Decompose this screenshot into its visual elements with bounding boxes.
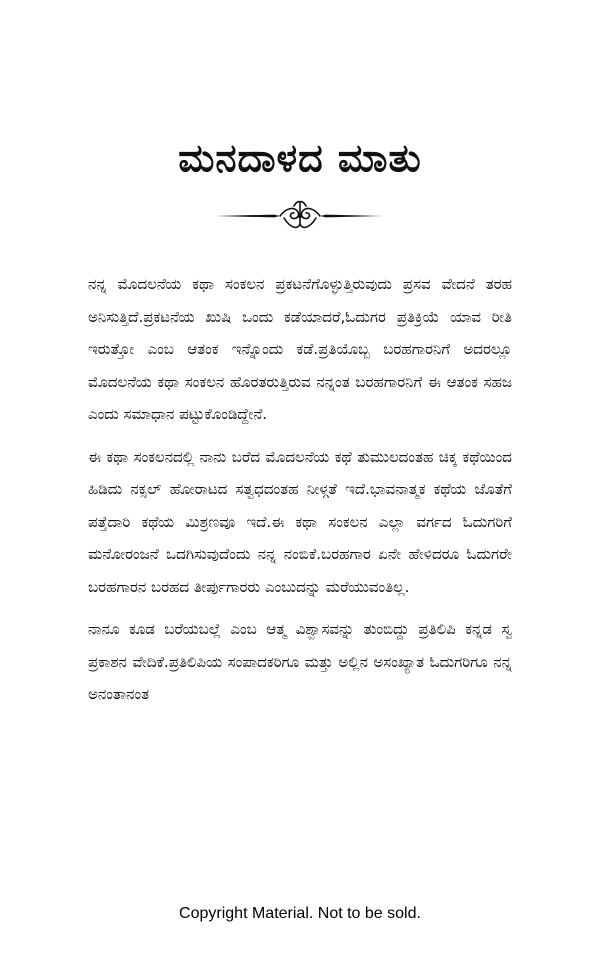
- paragraph-3: ನಾನೂ ಕೂಡ ಬರೆಯಬಲ್ಲೆ ಎಂಬ ಆತ್ಮ ವಿಶ್ವಾಸವನ್ನು ತುಂಬಿದ್ದು ಪ್ರತಿಲಿಪಿ ಕನ್ನಡ ಸ್ವ ಪ್ರಕಾಶನ ವೇದಿಕೆ.ಪ್ರತಿಲಿಪಿಯ ಸಂಪಾದಕರಿಗೂ ಮತ್ತು ಅಲ್ಲಿನ ಅಸಂಖ್ಯಾತ ಓದುಗರಿಗೂ ನನ್ನ ಅನಂತಾನಂತ: [88, 620, 512, 703]
- paragraph-2: ಈ ಕಥಾ ಸಂಕಲನದಲ್ಲಿ ನಾನು ಬರೆದ ಮೊದಲನೆಯ ಕಥೆ ತುಮುಲದಂತಹ ಚಿಕ್ಕ ಕಥೆಯಿಂದ ಹಿಡಿದು ನಕ್ಸಲ್ ಹೋರಾಟದ ಸತ್ವಧದಂತಹ ನೀಳ್ಗತೆ ಇದೆ.ಭಾವನಾತ್ಮಕ ಕಥೆಯ ಜೊತೆಗೆ ಪತ್ತೆದಾರಿ ಕಥೆಯ ಮಿಶ್ರಣವೂ ಇದೆ.ಈ ಕಥಾ ಸಂಕಲನ ಎಲ್ಲಾ ವರ್ಗದ ಓದುಗರಿಗೆ ಮನೋರಂಜನೆ ಒದಗಿಸುವುದೆಂದು ನನ್ನ ನಂಬಿಕೆ.ಬರಹಗಾರ ಏನೇ ಹೇಳಿದರೂ ಓದುಗರೇ ಬರಹಗಾರನ ಬರಹದ ತೀರ್ಪುಗಾರರು ಎಂಬುದನ್ನು ಮರೆಯುವಂತಿಲ್ಲ.: [88, 447, 512, 596]
- copyright-notice: Copyright Material. Not to be sold.: [179, 905, 421, 922]
- body-text: [88, 268, 512, 721]
- flourish-divider-icon: [214, 198, 386, 238]
- page-title: ಮನದಾಳದ ಮಾತು: [178, 136, 422, 180]
- paragraph-1: ನನ್ನ ಮೊದಲನೆಯ ಕಥಾ ಸಂಕಲನ ಪ್ರಕಟನೆಗೊಳ್ಳುತ್ತಿರುವುದು ಪ್ರಸವ ವೇದನೆ ತರಹ ಅನಿಸುತ್ತಿದೆ.ಪ್ರಕಟನೆಯ ಖುಷಿ ಒಂದು ಕಡೆಯಾದರೆ,ಓದುಗರ ಪ್ರತಿಕ್ರಿಯೆ ಯಾವ ರೀತಿ ಇರುತ್ತೋ ಎಂಬ ಆತಂಕ ಇನ್ನೊಂದು ಕಡೆ.ಪ್ರತಿಯೊಬ್ಬ ಬರಹಗಾರನಿಗೆ ಅದರಲ್ಲೂ ಮೊದಲನೆಯ ಕಥಾ ಸಂಕಲನ ಹೊರತರುತ್ತಿರುವ ನನ್ನಂತ ಬರಹಗಾರನಿಗೆ ಈ ಆತಂಕ ಸಹಜ ಎಂದು ಸಮಾಧಾನ ಪಟ್ಟುಕೊಂಡಿದ್ದೇನೆ.: [88, 275, 512, 423]
